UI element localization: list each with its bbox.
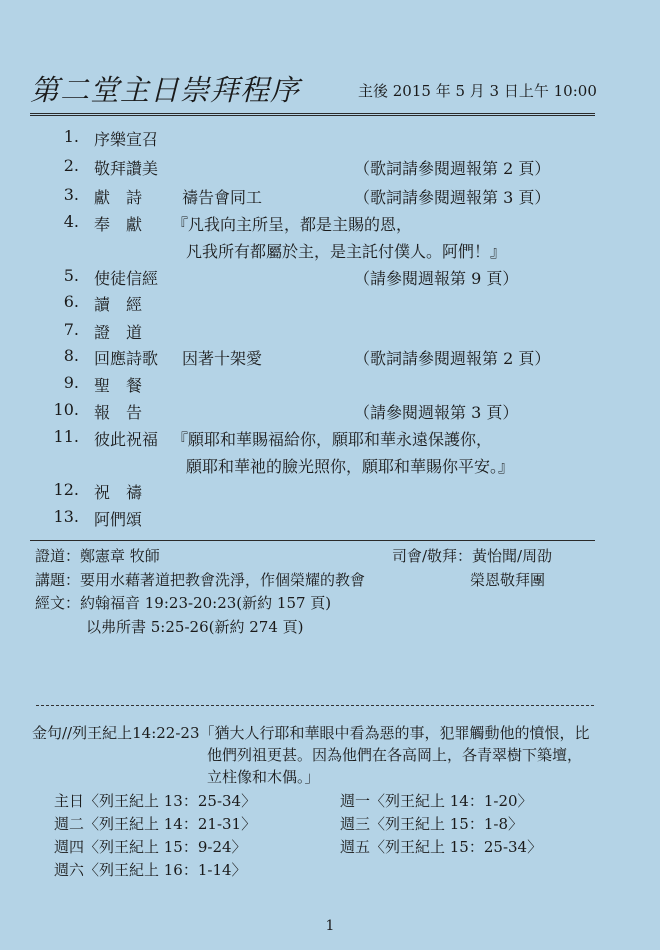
section-rule: [30, 540, 595, 541]
reading-item: 週三〈列王紀上 15：1-8〉: [340, 815, 524, 833]
dashed-divider: [36, 705, 594, 706]
scripture-reading-2: 以弗所書 5:25-26(新約 274 頁): [86, 618, 304, 636]
reading-item: 週五〈列王紀上 15：25-34〉: [340, 838, 543, 856]
page-title: 第二堂主日崇拜程序: [30, 73, 301, 107]
memory-verse-line: 立柱像和木偶。」: [207, 768, 320, 786]
reading-item: 週四〈列王紀上 15：9-24〉: [54, 838, 247, 856]
worship-team: 榮恩敬拜團: [470, 571, 546, 589]
reading-item: 週二〈列王紀上 14：21-31〉: [54, 815, 257, 833]
preacher: 證道：鄭憲章 牧師: [35, 547, 160, 565]
worship-leader: 司會/敬拜：黃怡聞/周劭: [392, 547, 553, 565]
scripture-reading: 經文：約翰福音 19:23-20:23(新約 157 頁): [35, 594, 332, 612]
service-date: 主後 2015 年 5 月 3 日上午 10:00: [358, 82, 597, 100]
sermon-title: 講題：要用水藉著道把教會洗淨，作個榮耀的教會: [35, 571, 366, 589]
title-rule: [30, 113, 595, 116]
reading-item: 週一〈列王紀上 14：1-20〉: [340, 792, 533, 810]
memory-verse: 金句//列王紀上14:22-23「猶大人行耶和華眼中看為惡的事，犯罪觸動他的憤恨，比: [32, 724, 590, 742]
reading-item: 週六〈列王紀上 16：1-14〉: [54, 861, 247, 879]
page-number: 1: [325, 918, 335, 934]
memory-verse-line: 他們列祖更甚。因為他們在各高岡上，各青翠樹下築壇，: [207, 746, 583, 764]
reading-item: 主日〈列王紀上 13：25-34〉: [54, 792, 257, 810]
